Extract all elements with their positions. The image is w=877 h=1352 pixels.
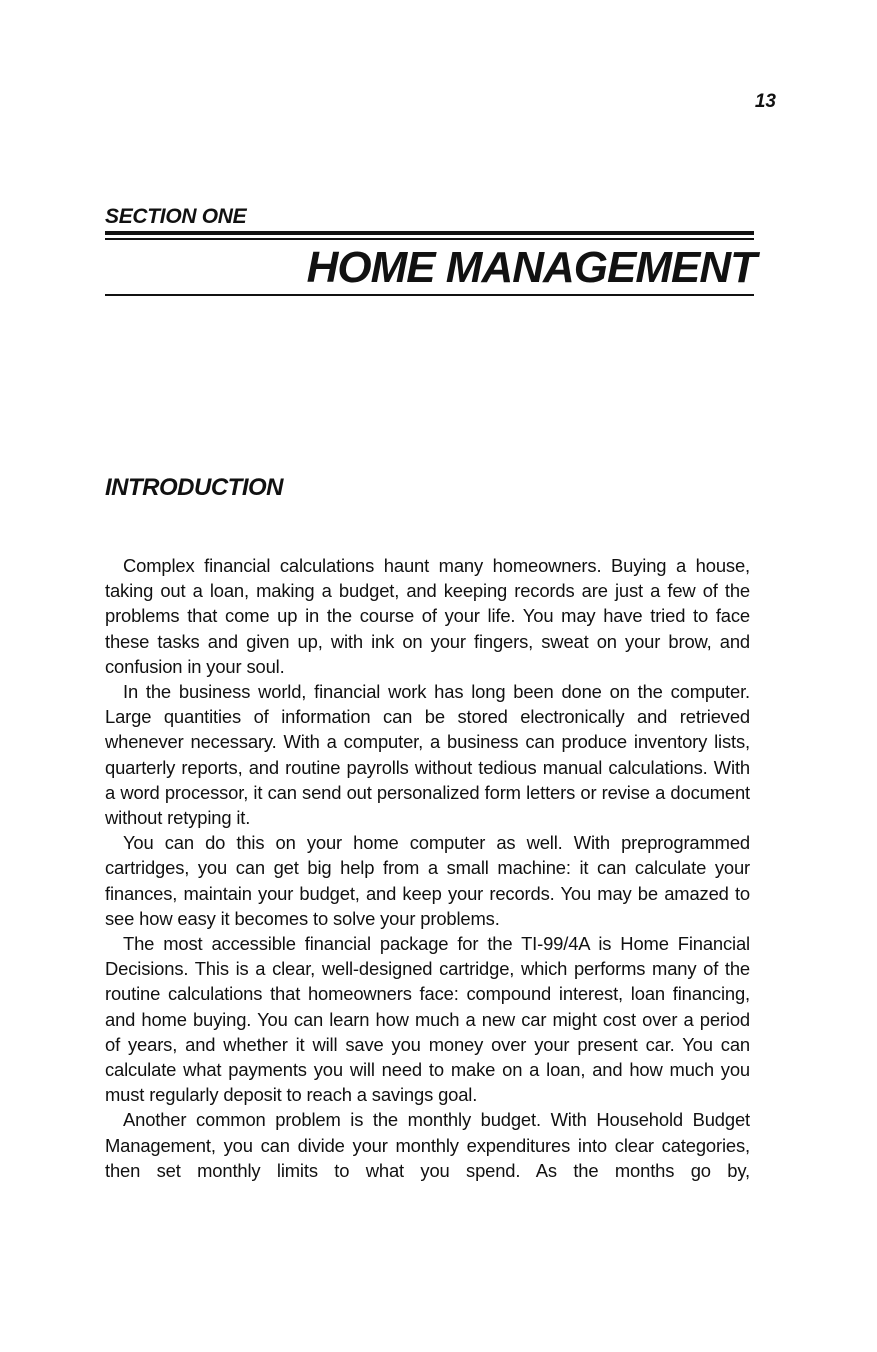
title-underline (105, 294, 754, 296)
paragraph: You can do this on your home computer as well. With preprogrammed cartridges, you can get big help from a small machine: it can calculate your finances, maintain your budget, and keep your records. You may be amazed to see how easy it becomes to solve your problems. (105, 832, 750, 929)
paragraph: Complex financial calculations haunt many homeowners. Buying a house, taking out a loan, making a budget, and keeping records are just a few of the problems that come up in the course of your life. You may have tried to face these tasks and given up, with ink on your fingers, sweat on your brow, and confusion in your soul. (105, 555, 750, 677)
introduction-heading: INTRODUCTION (105, 474, 283, 501)
paragraph: The most accessible financial package for the TI-99/4A is Home Financial Decisions. This is a clear, well-designed cartridge, which performs many of the routine calculations that homeowners face: compound interest, loan financing, and home buying. You can learn how much a new car might cost over a period of years, and whether it will save you money over your present car. You can calculate what payments you will need to make on a loan, and how much you must regularly deposit to reach a savings goal. (105, 933, 750, 1106)
paragraph: Another common problem is the monthly budget. With Household Budget Management, you can divide your monthly expenditures into clear categories, then set monthly limits to what you spend. As the months go by, (105, 1109, 750, 1181)
body-text (105, 553, 750, 1183)
page-number: 13 (754, 91, 776, 112)
section-rule-thick (105, 231, 754, 235)
section-title: HOME MANAGEMENT (306, 243, 756, 292)
paragraph: In the business world, financial work has long been done on the computer. Large quantities of information can be stored electronically and retrieved whenever necessary. With a computer, a business can produce inventory lists, quarterly reports, and routine payrolls without tedious manual calculations. With a word processor, it can send out personalized form letters or revise a document without retyping it. (105, 681, 750, 829)
section-label: SECTION ONE (105, 205, 247, 228)
